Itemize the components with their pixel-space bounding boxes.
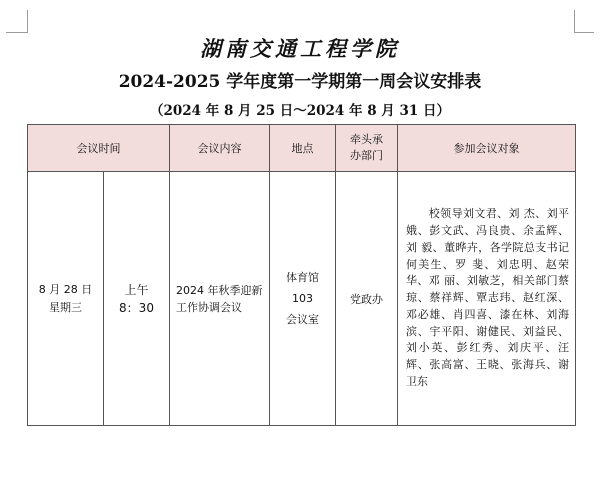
meeting-schedule-table (27, 124, 576, 426)
header-meeting-content: 会议内容 (170, 125, 270, 172)
header-place: 地点 (270, 125, 336, 172)
header-lead-department-line2: 办部门 (350, 149, 383, 162)
table-row (28, 172, 576, 426)
meeting-clock-cell (104, 172, 170, 426)
lead-department: 党政办 (336, 172, 398, 426)
date-range: （2024 年 8 月 25 日～2024 年 8 月 31 日） (149, 103, 450, 119)
header-lead-department-line1: 牵头承 (350, 133, 383, 146)
meeting-weekday: 星期三 (49, 300, 82, 314)
meeting-place-line1: 体育馆 (286, 271, 319, 284)
table-header-row (28, 125, 576, 172)
meeting-content: 2024 年秋季迎新工作协调会议 (170, 172, 270, 426)
meeting-place-line3: 会议室 (286, 313, 319, 326)
meeting-clock: 8：30 (119, 300, 154, 315)
header-attendees: 参加会议对象 (398, 125, 576, 172)
organization-name: 湖南交通工程学院 (200, 36, 400, 61)
meeting-place-line2: 103 (292, 292, 313, 305)
meeting-place-cell (270, 172, 336, 426)
meeting-attendees: 校领导刘文君、刘 杰、刘平娥、彭文武、冯良贵、余孟辉、刘 毅、董晔卉，各学院总支书记何美生、罗 斐、刘忠明、赵荣华、邓 丽、刘敏芝，相关部门蔡 琼、蔡祥辉、覃志玮、赵红深、邓必雄、肖四喜、漆在林、刘海滨、宇平阳、谢健民、刘益民、刘小英、彭红秀、刘庆平、汪 辉、张高富、王晓、张海兵、谢卫东 (398, 172, 576, 426)
header-meeting-time: 会议时间 (28, 125, 170, 172)
header-lead-department (336, 125, 398, 172)
meeting-date-cell (28, 172, 104, 426)
document-title: 2024-2025 学年度第一学期第一周会议安排表 (118, 72, 482, 92)
meeting-period: 上午 (124, 282, 149, 297)
meeting-date: 8 月 28 日 (38, 282, 93, 296)
